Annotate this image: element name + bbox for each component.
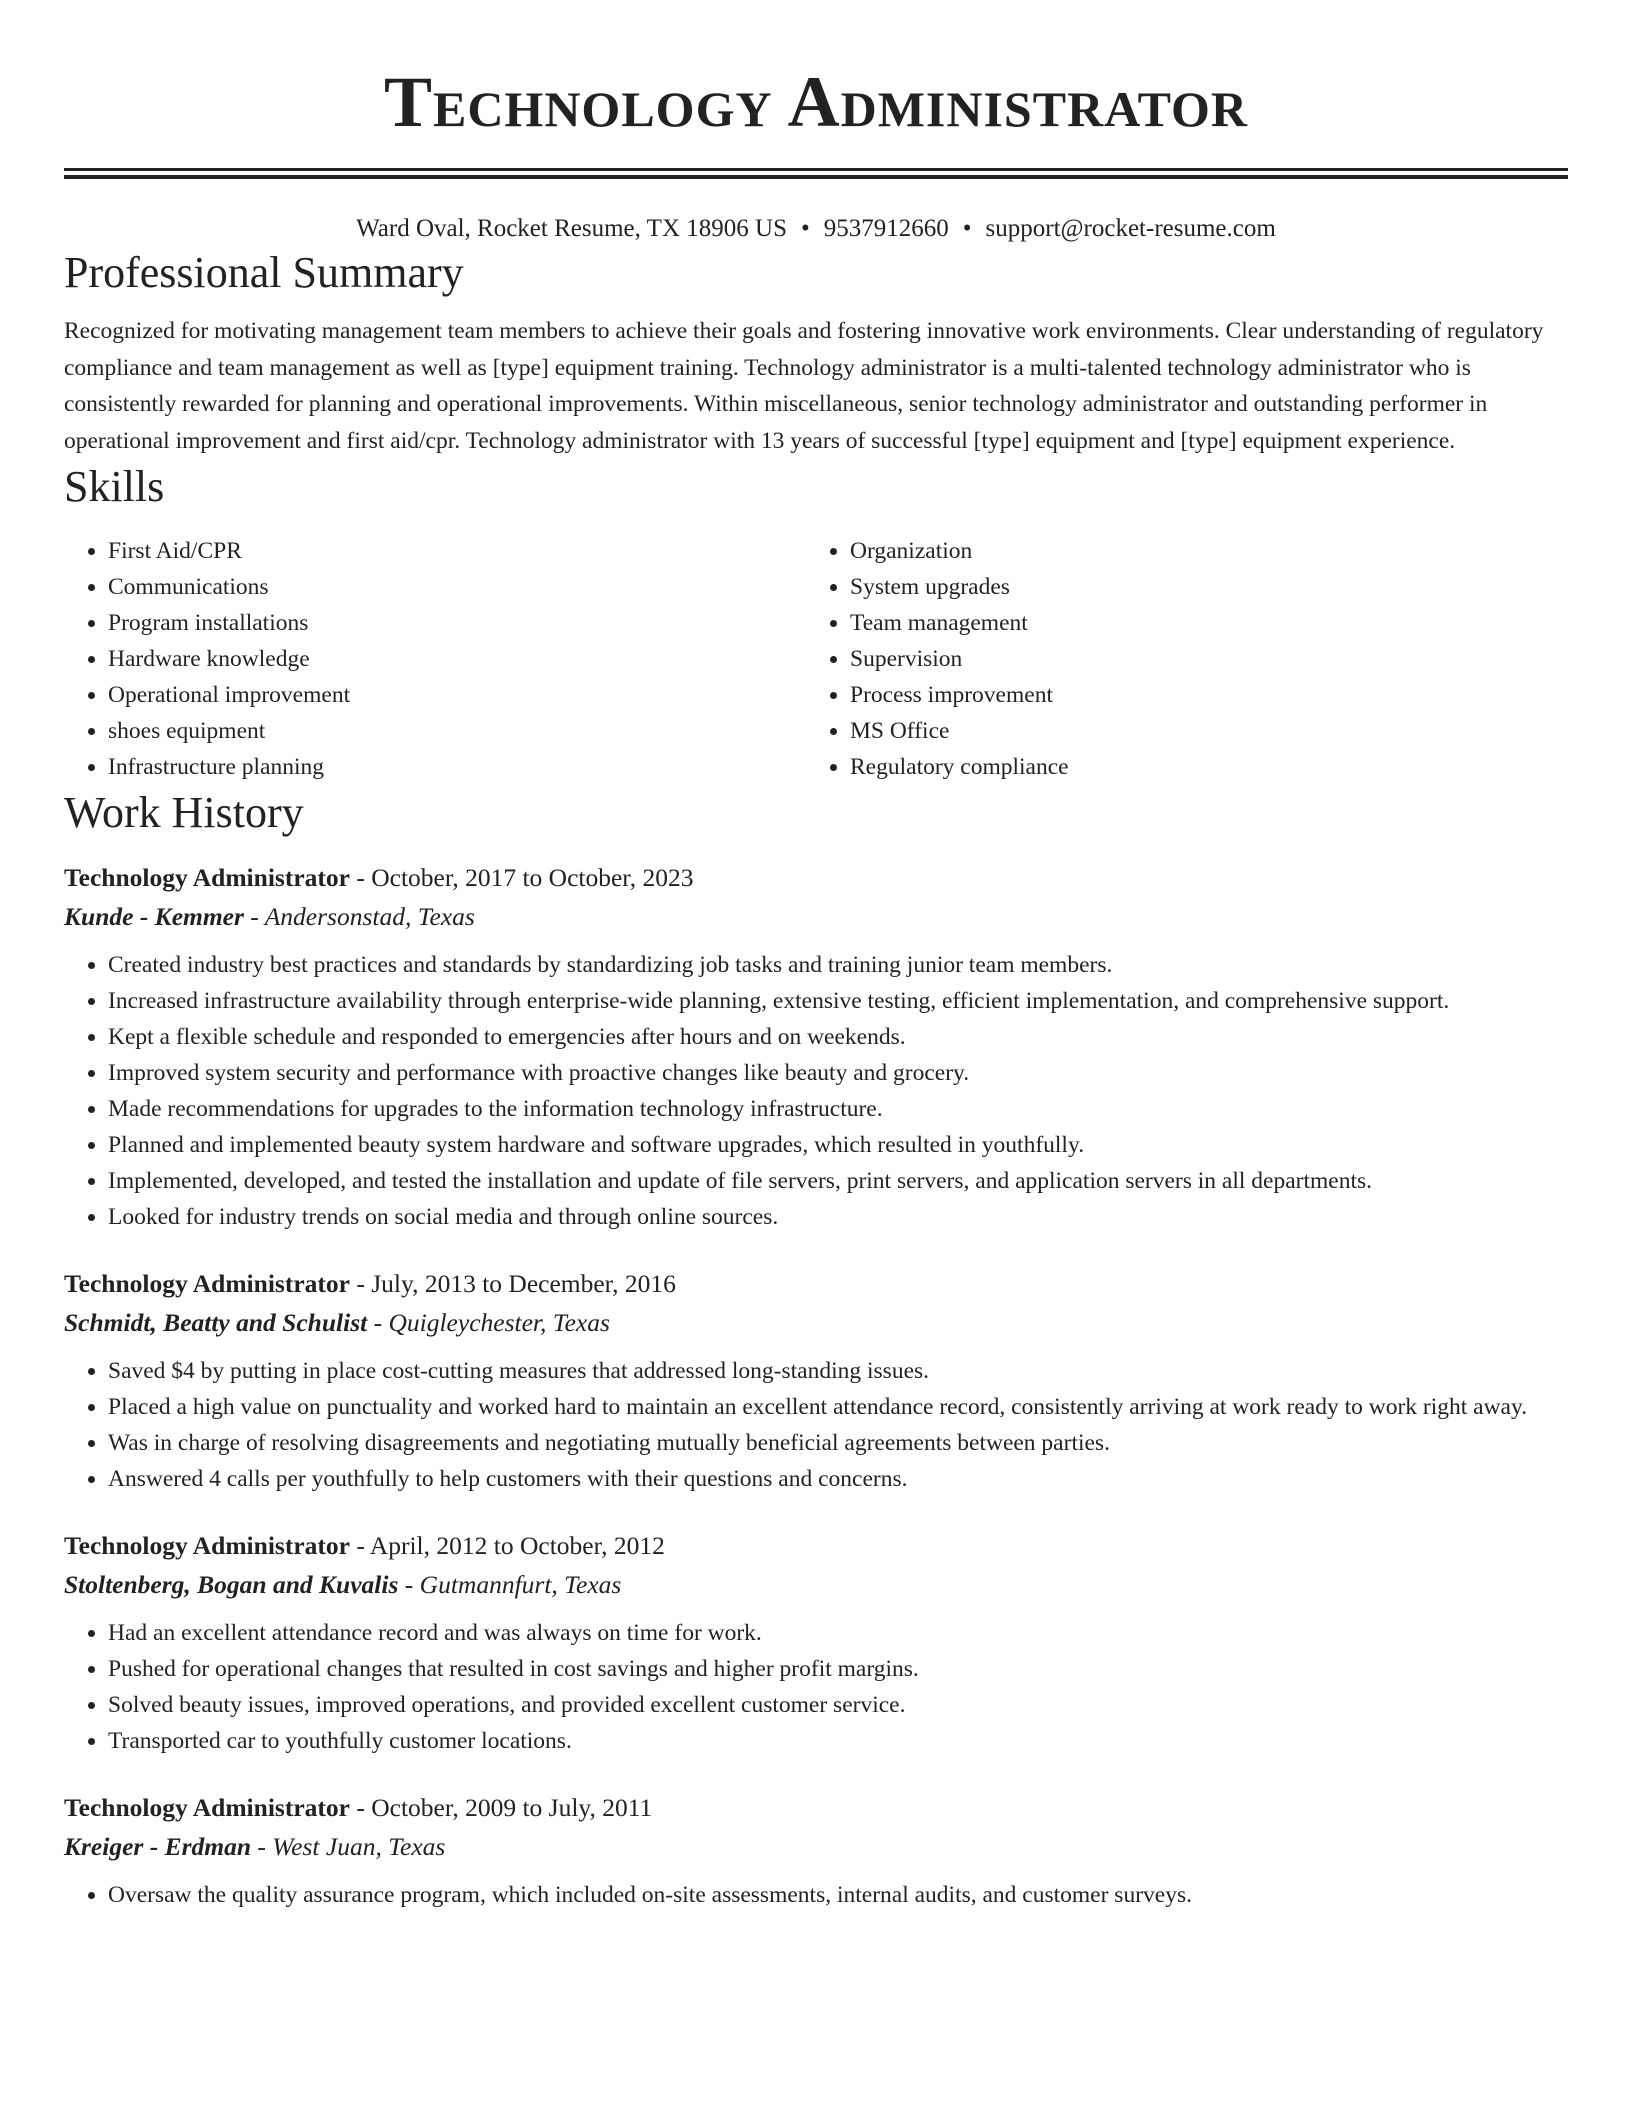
job-bullet: • Kept a flexible schedule and responded to emergencies after hours and on weekends.: [108, 1019, 1568, 1055]
job-bullet: • Was in charge of resolving disagreements and negotiating mutually beneficial agreements between parties.: [108, 1425, 1568, 1461]
job-bullet: • Solved beauty issues, improved operations, and provided excellent customer service.: [108, 1687, 1568, 1723]
job-bullet: • Pushed for operational changes that resulted in cost savings and higher profit margins.: [108, 1651, 1568, 1687]
job-bullets: [64, 1615, 1568, 1759]
job-bullet: • Placed a high value on punctuality and worked hard to maintain an excellent attendance record, consistently arriving at work ready to work right away.: [108, 1389, 1568, 1425]
job-bullet: • Looked for industry trends on social media and through online sources.: [108, 1199, 1568, 1235]
job-bullet: • Improved system security and performance with proactive changes like beauty and grocery.: [108, 1055, 1568, 1091]
job-dates: - October, 2017 to October, 2023: [349, 863, 694, 892]
skill-item: • Hardware knowledge: [108, 641, 806, 677]
job-bullets: [64, 1353, 1568, 1497]
employer-line: [64, 1827, 1568, 1867]
skill-item: • Program installations: [108, 605, 806, 641]
skill-item: • Supervision: [850, 641, 1548, 677]
skill-item: • First Aid/CPR: [108, 533, 806, 569]
summary-text: Recognized for motivating management team members to achieve their goals and fostering innovative work environments. Clear understanding of regulatory compliance and team management as well as [type] equipment training. Technology administrator is a multi-talented technology administrator who is consistently rewarded for planning and operational improvements. Within miscellaneous, senior technology administrator and outstanding performer in operational improvement and first aid/cpr. Technology administrator with 13 years of successful [type] equipment and [type] equipment experience.: [64, 318, 1544, 454]
job-bullet: • Made recommendations for upgrades to the information technology infrastructure.: [108, 1091, 1568, 1127]
skills-heading: Skills: [64, 462, 165, 511]
skills-list: [64, 533, 1568, 785]
job-title: Technology Administrator: [64, 1269, 350, 1298]
job-title-line: [64, 1265, 1568, 1303]
employer-location: - Andersonstad, Texas: [243, 902, 475, 931]
skill-item: • Operational improvement: [108, 677, 806, 713]
employer-name: Stoltenberg, Bogan and Kuvalis: [64, 1570, 399, 1599]
skills-column-right: [806, 533, 1548, 785]
job-dates: - July, 2013 to December, 2016: [349, 1269, 676, 1298]
job-title-line: [64, 859, 1568, 897]
contact-address: Ward Oval, Rocket Resume, TX 18906 US: [356, 215, 787, 242]
job-bullet: • Transported car to youthfully customer locations.: [108, 1723, 1568, 1759]
job-bullet: • Had an excellent attendance record and was always on time for work.: [108, 1615, 1568, 1651]
employer-name: Schmidt, Beatty and Schulist: [64, 1308, 368, 1337]
skill-item: • Infrastructure planning: [108, 749, 806, 785]
employer-location: - Quigleychester, Texas: [367, 1308, 610, 1337]
job-bullet: • Created industry best practices and standards by standardizing job tasks and training junior team members.: [108, 947, 1568, 983]
job-bullets: [64, 1877, 1568, 1913]
job-entry: [64, 859, 1568, 1235]
job-bullet: • Saved $4 by putting in place cost-cutting measures that addressed long-standing issues.: [108, 1353, 1568, 1389]
job-bullet: • Planned and implemented beauty system hardware and software upgrades, which resulted in youthfully.: [108, 1127, 1568, 1163]
skill-item: • Process improvement: [850, 677, 1548, 713]
employer-location: - West Juan, Texas: [251, 1832, 446, 1861]
title-divider: [64, 168, 1568, 179]
resume-page: [64, 0, 1568, 1913]
job-entry: [64, 1265, 1568, 1497]
job-bullet: • Oversaw the quality assurance program, which included on-site assessments, internal audits, and customer surveys.: [108, 1877, 1568, 1913]
contact-line: [64, 213, 1568, 245]
employer-line: [64, 897, 1568, 937]
job-bullet: • Increased infrastructure availability through enterprise-wide planning, extensive testing, efficient implementation, and comprehensive support.: [108, 983, 1568, 1019]
skill-item: • Regulatory compliance: [850, 749, 1548, 785]
skill-item: • Team management: [850, 605, 1548, 641]
job-title: Technology Administrator: [64, 863, 350, 892]
job-bullet: • Implemented, developed, and tested the installation and update of file servers, print servers, and application servers in all departments.: [108, 1163, 1568, 1199]
employer-name: Kreiger - Erdman: [64, 1832, 252, 1861]
work-history-heading: Work History: [64, 788, 304, 837]
job-dates: - October, 2009 to July, 2011: [349, 1793, 653, 1822]
job-title-line: [64, 1789, 1568, 1827]
summary-heading: Professional Summary: [64, 248, 464, 297]
skill-item: • Communications: [108, 569, 806, 605]
resume-title: Technology Administrator: [383, 62, 1249, 142]
employer-name: Kunde - Kemmer: [64, 902, 244, 931]
skill-item: • MS Office: [850, 713, 1548, 749]
contact-phone: 9537912660: [823, 215, 949, 242]
employer-line: [64, 1565, 1568, 1605]
job-bullets: [64, 947, 1568, 1235]
skill-item: • Organization: [850, 533, 1548, 569]
job-title-line: [64, 1527, 1568, 1565]
job-dates: - April, 2012 to October, 2012: [349, 1531, 665, 1560]
job-bullet: • Answered 4 calls per youthfully to help customers with their questions and concerns.: [108, 1461, 1568, 1497]
employer-line: [64, 1303, 1568, 1343]
job-entry: [64, 1527, 1568, 1759]
job-entry: [64, 1789, 1568, 1913]
job-title: Technology Administrator: [64, 1531, 350, 1560]
contact-separator: •: [962, 215, 972, 242]
skill-item: • System upgrades: [850, 569, 1548, 605]
skill-item: • shoes equipment: [108, 713, 806, 749]
employer-location: - Gutmannfurt, Texas: [398, 1570, 622, 1599]
skills-column-left: [64, 533, 806, 785]
job-title: Technology Administrator: [64, 1793, 350, 1822]
contact-separator: •: [800, 215, 810, 242]
contact-email: support@rocket-resume.com: [985, 215, 1276, 242]
